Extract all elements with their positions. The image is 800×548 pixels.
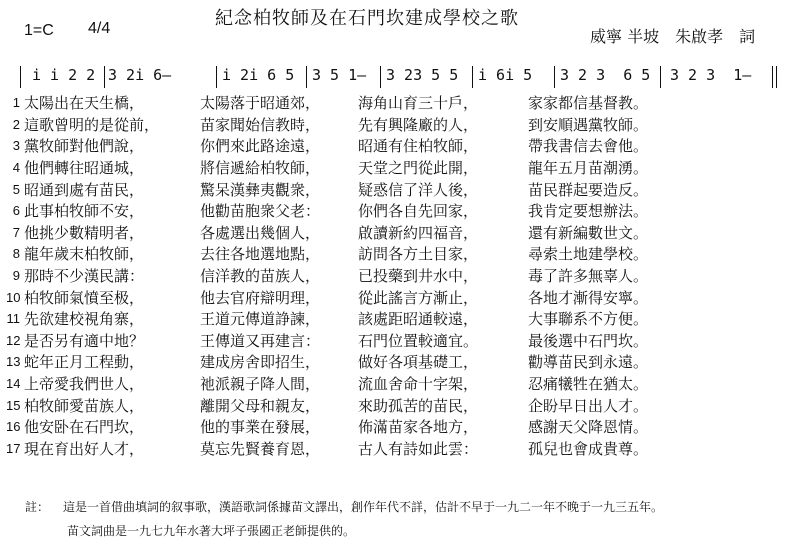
lyric-phrase: 他去官府辯明理， <box>200 288 321 307</box>
bar-line <box>216 66 217 88</box>
verse-number: 10 <box>6 289 21 305</box>
lyric-phrase: 王傳道又再建言： <box>200 331 321 350</box>
lyric-verse-row <box>6 373 796 395</box>
lyric-verse-row <box>6 330 796 352</box>
footnote-line2: 苗文詞曲是一九七九年水著大坪子張國正老師提供的。 <box>67 524 356 538</box>
lyric-phrase: 將信遞給柏牧師， <box>200 159 321 178</box>
notation-measure: i 6i 5 <box>478 66 533 84</box>
lyric-phrase: 上帝愛我們世人， <box>24 375 145 394</box>
lyric-phrase: 孤兒也會成貴尊。 <box>528 439 649 458</box>
lyric-phrase: 柏牧師愛苗族人， <box>24 396 145 415</box>
lyric-phrase: 昭通到處有苗民， <box>24 180 145 199</box>
verse-number: 7 <box>12 224 20 240</box>
notation-measure: i 2i 6 5 <box>222 66 295 84</box>
notation-measure: 3 2 3 6 5 <box>560 66 651 84</box>
lyric-phrase: 你們各自先回家， <box>358 202 479 221</box>
notation-measure: 3 5 1— <box>312 66 367 84</box>
lyric-phrase: 古人有詩如此雲： <box>358 439 479 458</box>
lyric-verse-row <box>6 135 796 157</box>
lyric-phrase: 苗家聞始信教時， <box>200 115 321 134</box>
lyricist-credits: 威寧 半坡 朱啟孝 詞 <box>590 27 756 46</box>
lyric-phrase: 蛇年正月工程動， <box>24 353 145 372</box>
lyric-phrase: 從此謠言方漸止， <box>358 288 479 307</box>
lyric-phrase: 莫忘先賢養育恩， <box>200 439 321 458</box>
notation-measure: 3 2i 6— <box>108 66 172 84</box>
jianpu-notation <box>20 66 790 94</box>
bar-line <box>554 66 555 88</box>
lyric-phrase: 最後選中石門坎。 <box>528 331 649 350</box>
lyric-phrase: 大事聯系不方便。 <box>528 310 649 329</box>
lyric-phrase: 毒了許多無辜人。 <box>528 267 649 286</box>
footnote-text-1: 這是一首借曲填詞的叙事歌，漢語歌詞係據苗文譯出，創作年代不詳，估計不早于一九二一年不晚于一九三五年。 <box>63 500 664 514</box>
bar-line <box>20 66 21 88</box>
lyric-phrase: 王道元傳道諍諫， <box>200 310 321 329</box>
lyric-phrase: 帶我書信去會他。 <box>528 137 649 156</box>
lyric-phrase: 家家都信基督教。 <box>528 94 649 113</box>
verse-number: 14 <box>6 376 21 392</box>
verse-number: 12 <box>6 332 21 348</box>
lyric-phrase: 他們轉往昭通城， <box>24 159 145 178</box>
lyric-phrase: 訪問各方土目家， <box>358 245 479 264</box>
verse-number: 3 <box>12 138 20 154</box>
lyric-phrase: 到安順遇黨牧師。 <box>528 115 649 134</box>
lyric-phrase: 此事柏牧師不安， <box>24 202 145 221</box>
lyric-phrase: 疑惑信了洋人後， <box>358 180 479 199</box>
lyric-phrase: 太陽出在天生橋， <box>24 94 145 113</box>
notation-measure: 3 2 3 1— <box>670 66 752 84</box>
lyric-verse-row <box>6 92 796 114</box>
lyric-phrase: 龍年五月苗潮湧。 <box>528 159 649 178</box>
lyric-phrase: 這歌曾明的是從前， <box>24 115 160 134</box>
lyric-verse-row <box>6 157 796 179</box>
lyric-verse-row <box>6 222 796 244</box>
lyric-verse-row <box>6 351 796 373</box>
lyric-phrase: 佈滿苗家各地方， <box>358 418 479 437</box>
lyric-phrase: 黨牧師對他們說， <box>24 137 145 156</box>
verse-number: 5 <box>12 181 20 197</box>
verse-number: 8 <box>12 246 20 262</box>
verse-number: 16 <box>6 419 21 435</box>
bar-line <box>776 66 777 88</box>
lyric-verse-row <box>6 243 796 265</box>
lyric-phrase: 該處距昭通較遠， <box>358 310 479 329</box>
lyric-phrase: 那時不少漢民講： <box>24 267 145 286</box>
lyric-verse-row <box>6 438 796 460</box>
lyric-phrase: 做好各項基礎工， <box>358 353 479 372</box>
bar-line <box>306 66 307 88</box>
lyric-phrase: 感謝天父降恩情。 <box>528 418 649 437</box>
lyric-verse-row <box>6 286 796 308</box>
lyric-phrase: 祂派親子降人間， <box>200 375 321 394</box>
lyric-phrase: 太陽落于昭通郊， <box>200 94 321 113</box>
lyric-phrase: 先欲建校視角寨， <box>24 310 145 329</box>
lyric-phrase: 忍痛犧牲在猶太。 <box>528 375 649 394</box>
lyrics-block <box>6 92 796 459</box>
verse-number: 4 <box>12 160 20 176</box>
lyric-phrase: 建成房舍即招生， <box>200 353 321 372</box>
lyric-phrase: 苗民群起要造反。 <box>528 180 649 199</box>
lyric-phrase: 他的事業在發展， <box>200 418 321 437</box>
lyric-phrase: 柏牧師氣憤至极， <box>24 288 145 307</box>
lyric-phrase: 石門位置較適宜。 <box>358 331 479 350</box>
lyric-phrase: 驚呆漢彝夷觀衆， <box>200 180 321 199</box>
lyric-verse-row <box>6 265 796 287</box>
footnote-label: 註： <box>25 500 50 514</box>
verse-number: 9 <box>12 268 20 284</box>
bar-line <box>472 66 473 88</box>
lyric-phrase: 先有興隆廠的人， <box>358 115 479 134</box>
verse-number: 6 <box>12 203 20 219</box>
lyric-phrase: 離開父母和親友， <box>200 396 321 415</box>
lyric-verse-row <box>6 416 796 438</box>
lyric-phrase: 已投藥到井水中， <box>358 267 479 286</box>
lyric-verse-row <box>6 114 796 136</box>
lyric-phrase: 他挑少數精明者， <box>24 223 145 242</box>
lyric-phrase: 海角山育三十戶， <box>358 94 479 113</box>
lyric-phrase: 還有新編數世文。 <box>528 223 649 242</box>
verse-number: 17 <box>6 440 21 456</box>
lyric-phrase: 他勸苗胞衆父老： <box>200 202 321 221</box>
lyric-phrase: 他安卧在石門坎， <box>24 418 145 437</box>
lyric-phrase: 是否另有適中地？ <box>24 331 145 350</box>
lyric-phrase: 來助孤苦的苗民， <box>358 396 479 415</box>
key-signature: 1=C <box>24 22 54 39</box>
bar-line <box>104 66 105 88</box>
time-signature: 4/4 <box>88 20 111 37</box>
bar-line <box>380 66 381 88</box>
verse-number: 13 <box>6 354 21 370</box>
lyric-verse-row <box>6 308 796 330</box>
notation-measure: i i 2 2 <box>32 66 96 84</box>
lyric-phrase: 信洋教的苗族人， <box>200 267 321 286</box>
lyric-phrase: 企盼早日出人才。 <box>528 396 649 415</box>
lyric-phrase: 你們來此路途遠， <box>200 137 321 156</box>
lyric-phrase: 勸導苗民到永遠。 <box>528 353 649 372</box>
footnote-line1 <box>25 498 663 515</box>
notation-measure: 3 23 5 5 <box>386 66 459 84</box>
verse-number: 2 <box>12 116 20 132</box>
bar-line <box>772 66 773 88</box>
lyric-phrase: 流血舍命十字架， <box>358 375 479 394</box>
lyric-phrase: 昭通有住柏牧師， <box>358 137 479 156</box>
lyric-verse-row <box>6 200 796 222</box>
verse-number: 15 <box>6 397 21 413</box>
lyric-phrase: 天堂之門從此開， <box>358 159 479 178</box>
song-title: 紀念柏牧師及在石門坎建成學校之歌 <box>215 8 519 29</box>
lyric-phrase: 去往各地選地點， <box>200 245 321 264</box>
verse-number: 11 <box>6 311 20 327</box>
bar-line <box>660 66 661 88</box>
lyric-phrase: 現在育出好人才， <box>24 439 145 458</box>
lyric-phrase: 各地才漸得安寧。 <box>528 288 649 307</box>
verse-number: 1 <box>12 95 20 111</box>
lyric-phrase: 尋索土地建學校。 <box>528 245 649 264</box>
lyric-verse-row <box>6 394 796 416</box>
lyric-phrase: 我肯定要想辦法。 <box>528 202 649 221</box>
lyric-verse-row <box>6 178 796 200</box>
lyric-phrase: 龍年歲末柏牧師， <box>24 245 145 264</box>
lyric-phrase: 啟讀新約四福音， <box>358 223 479 242</box>
lyric-phrase: 各處選出幾個人， <box>200 223 321 242</box>
